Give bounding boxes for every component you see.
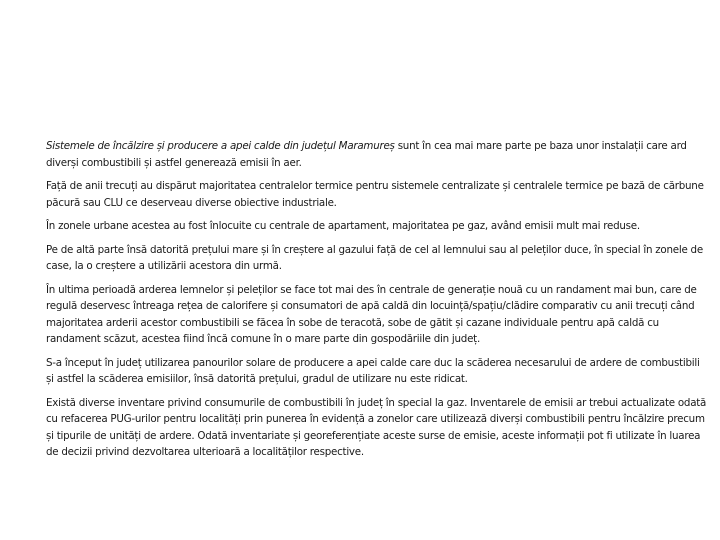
paragraph-lead-title: Sistemele de încălzire și producere a apei calde din județul Maramureș <box>46 140 395 152</box>
paragraph-text: Față de anii trecuți au dispărut majoritatea centralelor termice pentru sistemele centralizate și centralele termice pe bază de cărbune păcură sau CLU ce deserveau diverse obiective industriale. <box>46 180 704 209</box>
paragraph-text: În ultima perioadă arderea lemnelor și peleților se face tot mai des în centrale de generație nouă cu un randament mai bun, care de regulă deservesc întreaga rețea de calorifere și consumatori de apă caldă din locuință/spațiu/clădire comparativ cu anii trecuți când majoritatea arderii acestor combustibili se făcea în sobe de teracotă, sobe de gătit și cazane individuale pentru apă caldă cu randament scăzut, acestea fiind încă comune în o mare parte din gospodăriile din județ. <box>46 283 697 345</box>
paragraph-text: sunt în cea mai mare parte pe baza unor instalații care ard diverși combustibili și astfel generează emisii în aer. <box>46 140 687 169</box>
paragraph-emission-inventories <box>46 395 710 461</box>
document-body <box>46 138 710 468</box>
paragraph-solar-panels <box>46 355 710 388</box>
paragraph-heating-systems <box>46 138 710 171</box>
paragraph-text: Pe de altă parte însă datorită prețului mare și în creștere al gazului față de cel al lemnului sau al peleților duce, în special în zonele de case, la o creștere a utilizării acestora din urmă. <box>46 243 703 272</box>
paragraph-text: Există diverse inventare privind consumurile de combustibili în județ în special la gaz. Inventarele de emisii ar trebui actualizate odată cu refacerea PUG-urilor pentru localități prin punerea în evidență a zonelor care utilizează diverși combustibili pentru încălzire precum și tipurile de unități de ardere. Odată inventariate și georeferențiate aceste surse de emisie, aceste informații pot fi utilizate în luarea de decizii privind dezvoltarea ulterioară a localităților respective. <box>46 396 707 458</box>
paragraph-new-boilers <box>46 282 710 348</box>
paragraph-text: S-a început în județ utilizarea panourilor solare de producere a apei calde care duc la scăderea necesarului de ardere de combustibili și astfel la scăderea emisiilor, însă datorită prețului, gradul de utilizare nu este ridicat. <box>46 356 700 385</box>
paragraph-gas-price <box>46 242 710 275</box>
paragraph-thermal-plants <box>46 178 710 211</box>
paragraph-text: În zonele urbane acestea au fost înlocuite cu centrale de apartament, majoritatea pe gaz, având emisii mult mai reduse. <box>46 220 640 232</box>
paragraph-urban-zones <box>46 218 710 235</box>
